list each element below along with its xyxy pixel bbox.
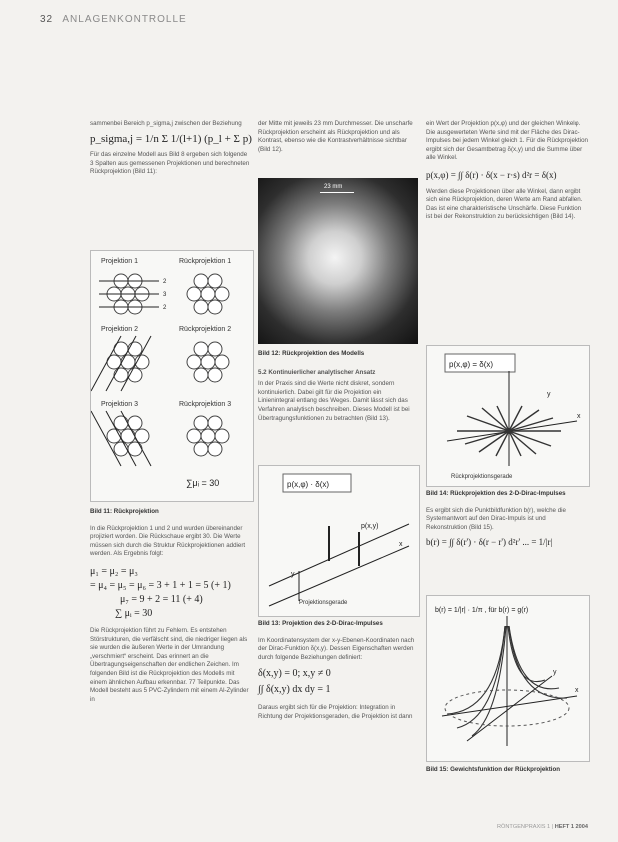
scale-label: 23 mm	[324, 184, 343, 190]
column-2-mid	[258, 350, 418, 426]
fig14-axis-y-label: y	[547, 391, 551, 398]
caption-13: Bild 13: Projektion des 2-D-Dirac-Impulses	[258, 620, 383, 627]
column-3-lower	[426, 766, 588, 778]
fig13-axis-x-label: x	[399, 541, 403, 548]
col1-text2: In die Rückprojektion 1 und 2 und wurden übereinander projiziert worden. Die Rückschaue ergibt 30. Die Werte müssen sich durch die Struktur Rückprojektionen addiert werden. Als Ergebnis folgt:	[90, 524, 246, 558]
fig11-proj2-label: Projektion 2	[101, 326, 138, 333]
fig11-proj1-label: Projektion 1	[101, 258, 138, 265]
page-header	[40, 14, 187, 25]
col1-intro: sammenbei Bereich p_sigma,j zwischen der Beziehung	[90, 120, 242, 127]
fig14-eq-top: p(x,φ) = δ(x)	[449, 360, 494, 369]
fig15-axis-y	[467, 676, 552, 741]
caption-11: Bild 11: Rückprojektion	[90, 508, 159, 515]
fig13-label-mid: p(x,y)	[361, 523, 379, 530]
col3-eq: p(x,φ) = ∫∫ δ(r) · δ(x − r·s) d²r = δ(x)	[426, 169, 557, 180]
fig15-axis-x	[442, 696, 577, 716]
col1-eq4: ∑ μᵢ = 30	[115, 607, 153, 619]
fig11-sum: ∑μᵢ = 30	[186, 478, 220, 488]
col2-text1: der Mitte mit jeweils 23 mm Durchmesser. Die unscharfe Rückprojektion erscheint als Rückprojektion und als Kontrast, ebenso wie die Kontrastverhältnisse sichtbar (Bild 12).	[258, 120, 413, 153]
figure-14	[426, 345, 590, 487]
fig15-axis-y-label: y	[553, 669, 557, 676]
col3-text3: Es ergibt sich die Punktbildfunktion b(r), welche die Systemantwort auf den Dirac-Impuls ist und Rekonstruktion (Bild 15).	[426, 506, 566, 531]
column-3	[426, 120, 588, 225]
column-1	[90, 120, 252, 180]
col3-eq2: b(r) = ∫∫ δ(r') · δ(r − r') d²r' ... = 1/|r|	[426, 537, 553, 548]
page-number: 32	[40, 14, 54, 25]
fig11-rueck2-label: Rückprojektion 2	[179, 326, 232, 333]
col1-eq1: μ₁ = μ₂ = μ₃	[90, 565, 138, 577]
fig15-axis-x-label: x	[575, 687, 579, 694]
fig11-val-2: 3	[163, 292, 167, 298]
column-3-mid	[426, 490, 588, 553]
fig11-hex-group-6	[187, 416, 229, 456]
figure-11	[90, 250, 254, 502]
footer-left: RÖNTGENPRAXIS 1	[497, 824, 551, 830]
caption-15: Bild 15: Gewichtsfunktion der Rückprojektion	[426, 766, 561, 773]
fig13-eq-top: p(x,φ) · δ(x)	[287, 480, 330, 489]
scale-bar	[320, 192, 354, 193]
fig13-proj-label: Projektionsgerade	[299, 600, 348, 606]
col2-text4: Daraus ergibt sich für die Projektion: Integration in Richtung der Projektionsgeraden, die Projektion ist dann	[258, 704, 413, 720]
fig11-rueck3-label: Rückprojektion 3	[179, 401, 232, 408]
fig11-hex-group-2	[187, 274, 229, 314]
col2-eq2: ∫∫ δ(x,y) dx dy = 1	[258, 684, 331, 696]
figure-13	[258, 465, 420, 617]
fig11-hex-group-1	[99, 274, 159, 314]
fig11-rueck1-label: Rückprojektion 1	[179, 258, 232, 265]
col3-text2: Werden diese Projektionen über alle Winkel, dann ergibt sich eine Rückprojektion, deren Werte am Rand abfallen. Das ist eine charakteristische Unschärfe. Diese Funktion ist bei der Rekonstruktion zu berücksichtigen (Bild 14).	[426, 187, 583, 221]
figure-15	[426, 595, 590, 762]
col2-text2: In der Praxis sind die Werte nicht diskret, sondern kontinuierlich. Dabei gilt für die Projektion ein Linienintegral entlang des Weges. Damit lässt sich das Verfahren analytisch beschreiben. Dieses Modell ist bei Übertragungsfunktionen zu betrachten (Bild 13).	[258, 380, 410, 422]
col1-eq-block	[90, 565, 252, 621]
fig13-axis-y-label: y	[291, 571, 295, 578]
fig11-hex-group-4	[187, 342, 229, 382]
fig15-eq-top: b(r) = 1/|r| · 1/π , für b(r) = g(r)	[435, 607, 529, 614]
column-1-lower	[90, 508, 252, 707]
fig11-hex-group-5	[91, 411, 151, 466]
col2-text3: Im Koordinatensystem der x-y-Ebenen-Koordinaten nach der Dirac-Funktion δ(x,y). Dessen Eigenschaften werden durch folgende Beziehungen definiert:	[258, 636, 415, 661]
fig14-bottom-label: Rückprojektionsgerade	[451, 474, 513, 480]
col2-eq1: δ(x,y) = 0; x,y ≠ 0	[258, 668, 331, 680]
caption-12: Bild 12: Rückprojektion des Modells	[258, 350, 365, 357]
running-title: ANLAGENKONTROLLE	[62, 14, 187, 25]
page-footer: RÖNTGENPRAXIS 1 | HEFT 1 2004	[497, 824, 588, 830]
col1-eq2: = μ₄ = μ₅ = μ₆ = 3 + 1 + 1 = 5 (+ 1)	[90, 579, 231, 591]
col1-formula: p_sigma,j = 1/n Σ 1/(l+1) (p_l + Σ p)	[90, 132, 252, 145]
fig11-proj3-label: Projektion 3	[101, 401, 138, 408]
figure-12-image	[258, 178, 418, 344]
col2-eq-block	[258, 666, 418, 698]
caption-14: Bild 14: Rückprojektion des 2-D-Dirac-Impulses	[426, 490, 566, 497]
col1-text1: Für das einzelne Modell aus Bild 8 ergeben sich folgende 3 Spalten aus gemessenen Projektionen und berechneten Rückprojektion (Bild 11):	[90, 151, 250, 176]
fig11-val-1: 2	[163, 279, 167, 285]
footer-right: HEFT 1 2004	[554, 824, 588, 830]
col1-eq3: μ₇ = 9 + 2 = 11 (+ 4)	[120, 593, 203, 605]
fig14-axis-x-label: x	[577, 413, 581, 420]
col3-text1: ein Wert der Projektion p(x,φ) und der gleichen Winkelφ. Die ausgewerteten Werte sind mit der Fläche des Dirac-Impulses bei jedem Winkel gleich 1. Für die Rückprojektion ergibt sich der Gesamtbetrag δ(x,y) und die Summe über alle Winkel.	[426, 120, 588, 162]
column-2	[258, 120, 418, 157]
col1-text3: Die Rückprojektion führt zu Fehlern. Es entstehen Störstrukturen, die verfälscht sind, die niedriger liegen als sie wurden die äußeren Werte in der Umrandung „verschmiert“ erscheint. Das erinnert an die Übertragungseigenschaften der endlichen Zeichen. Im folgenden Bild ist die Rückprojektion des Modells mit einem ähnlichen Aufbau erkennbar. 77 Teilpunkte. Das Modell besteht aus 5 PVC-Zylindern mit einem Al-Zylinder in	[90, 626, 249, 703]
column-2-lower	[258, 620, 418, 725]
section-heading: 5.2 Kontinuierlicher analytischer Ansatz	[258, 368, 376, 376]
fig11-val-3: 2	[163, 305, 167, 311]
fig11-hex-group-3	[91, 336, 151, 391]
